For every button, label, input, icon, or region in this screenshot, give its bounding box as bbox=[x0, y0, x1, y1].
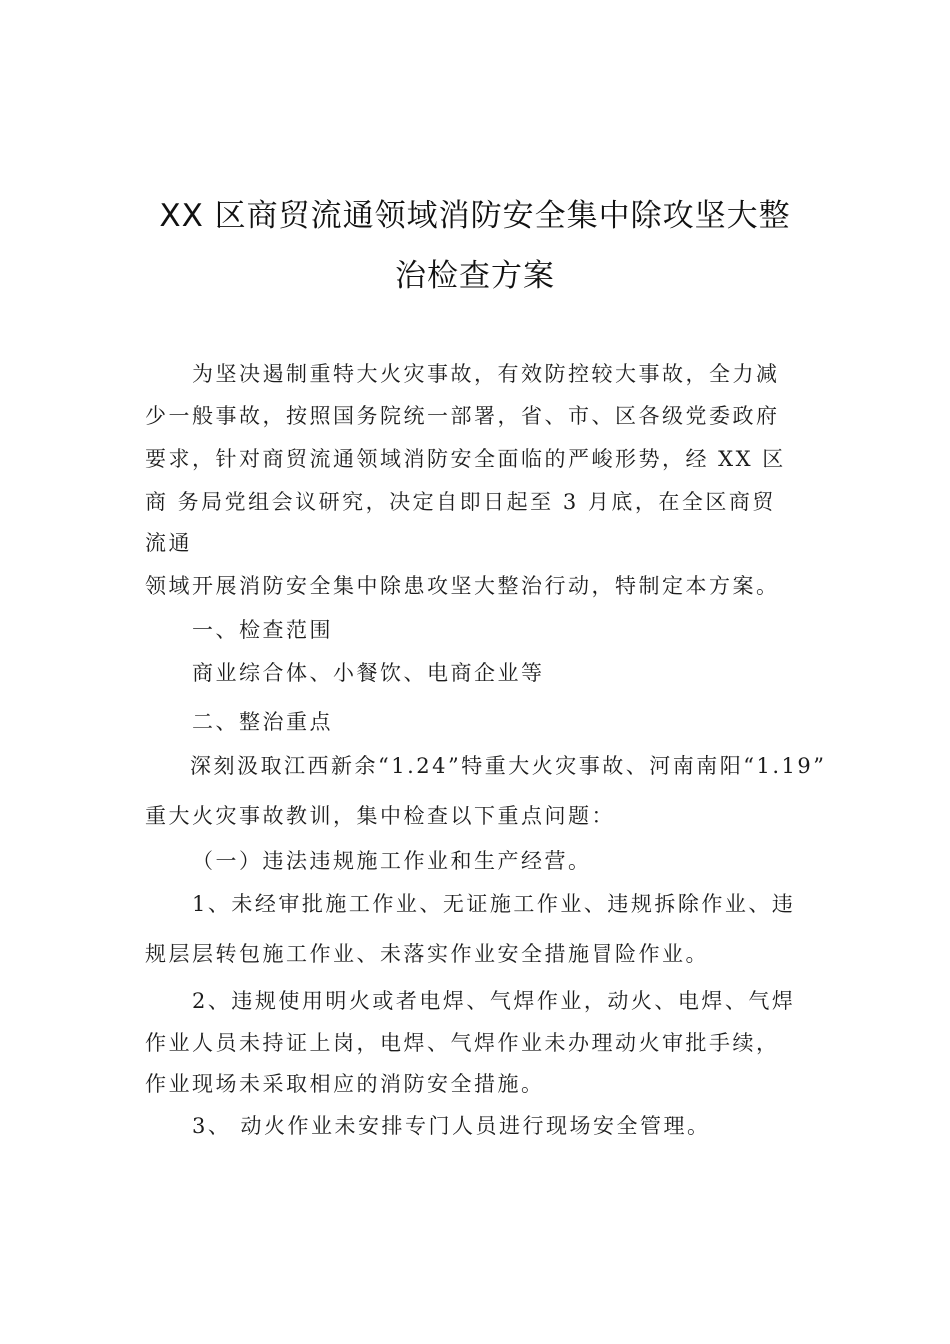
item-2-line-1: 2、违规使用明火或者电焊、气焊作业，动火、电焊、气焊 bbox=[192, 989, 796, 1013]
intro-line-5: 流通 bbox=[145, 531, 192, 555]
intro-line-4: 商 务局党组会议研究，决定自即日起至 3 月底，在全区商贸 bbox=[145, 490, 776, 514]
document-title-line-1: XX 区商贸流通领域消防安全集中除攻坚大整 bbox=[159, 198, 791, 234]
document-title-line-2: 治检查方案 bbox=[395, 258, 555, 294]
section-body-focus-line-2: 重大火灾事故教训，集中检查以下重点问题： bbox=[145, 804, 615, 828]
section-heading-focus: 二、整治重点 bbox=[192, 710, 333, 734]
item-2-line-2: 作业人员未持证上岗，电焊、气焊作业未办理动火审批手续， bbox=[145, 1031, 780, 1055]
item-2-line-3: 作业现场未采取相应的消防安全措施。 bbox=[145, 1072, 545, 1096]
intro-line-2: 少一般事故，按照国务院统一部署，省、市、区各级党委政府 bbox=[145, 404, 780, 428]
item-3-line-1: 3、 动火作业未安排专门人员进行现场安全管理。 bbox=[192, 1114, 711, 1138]
section-heading-scope: 一、检查范围 bbox=[192, 618, 333, 642]
section-body-focus-line-1: 深刻汲取江西新余“1.24”特重大火灾事故、河南南阳“1.19” bbox=[190, 754, 827, 778]
item-1-line-1: 1、未经审批施工作业、无证施工作业、违规拆除作业、违 bbox=[192, 892, 796, 916]
intro-line-1: 为坚决遏制重特大火灾事故，有效防控较大事故，全力减 bbox=[192, 362, 780, 386]
subsection-heading-1: （一）违法违规施工作业和生产经营。 bbox=[192, 849, 592, 873]
section-body-scope: 商业综合体、小餐饮、电商企业等 bbox=[192, 661, 545, 685]
intro-line-3: 要求，针对商贸流通领域消防安全面临的严峻形势，经 XX 区 bbox=[145, 447, 786, 471]
intro-line-6: 领域开展消防安全集中除患攻坚大整治行动，特制定本方案。 bbox=[145, 574, 780, 598]
item-1-line-2: 规层层转包施工作业、未落实作业安全措施冒险作业。 bbox=[145, 942, 709, 966]
